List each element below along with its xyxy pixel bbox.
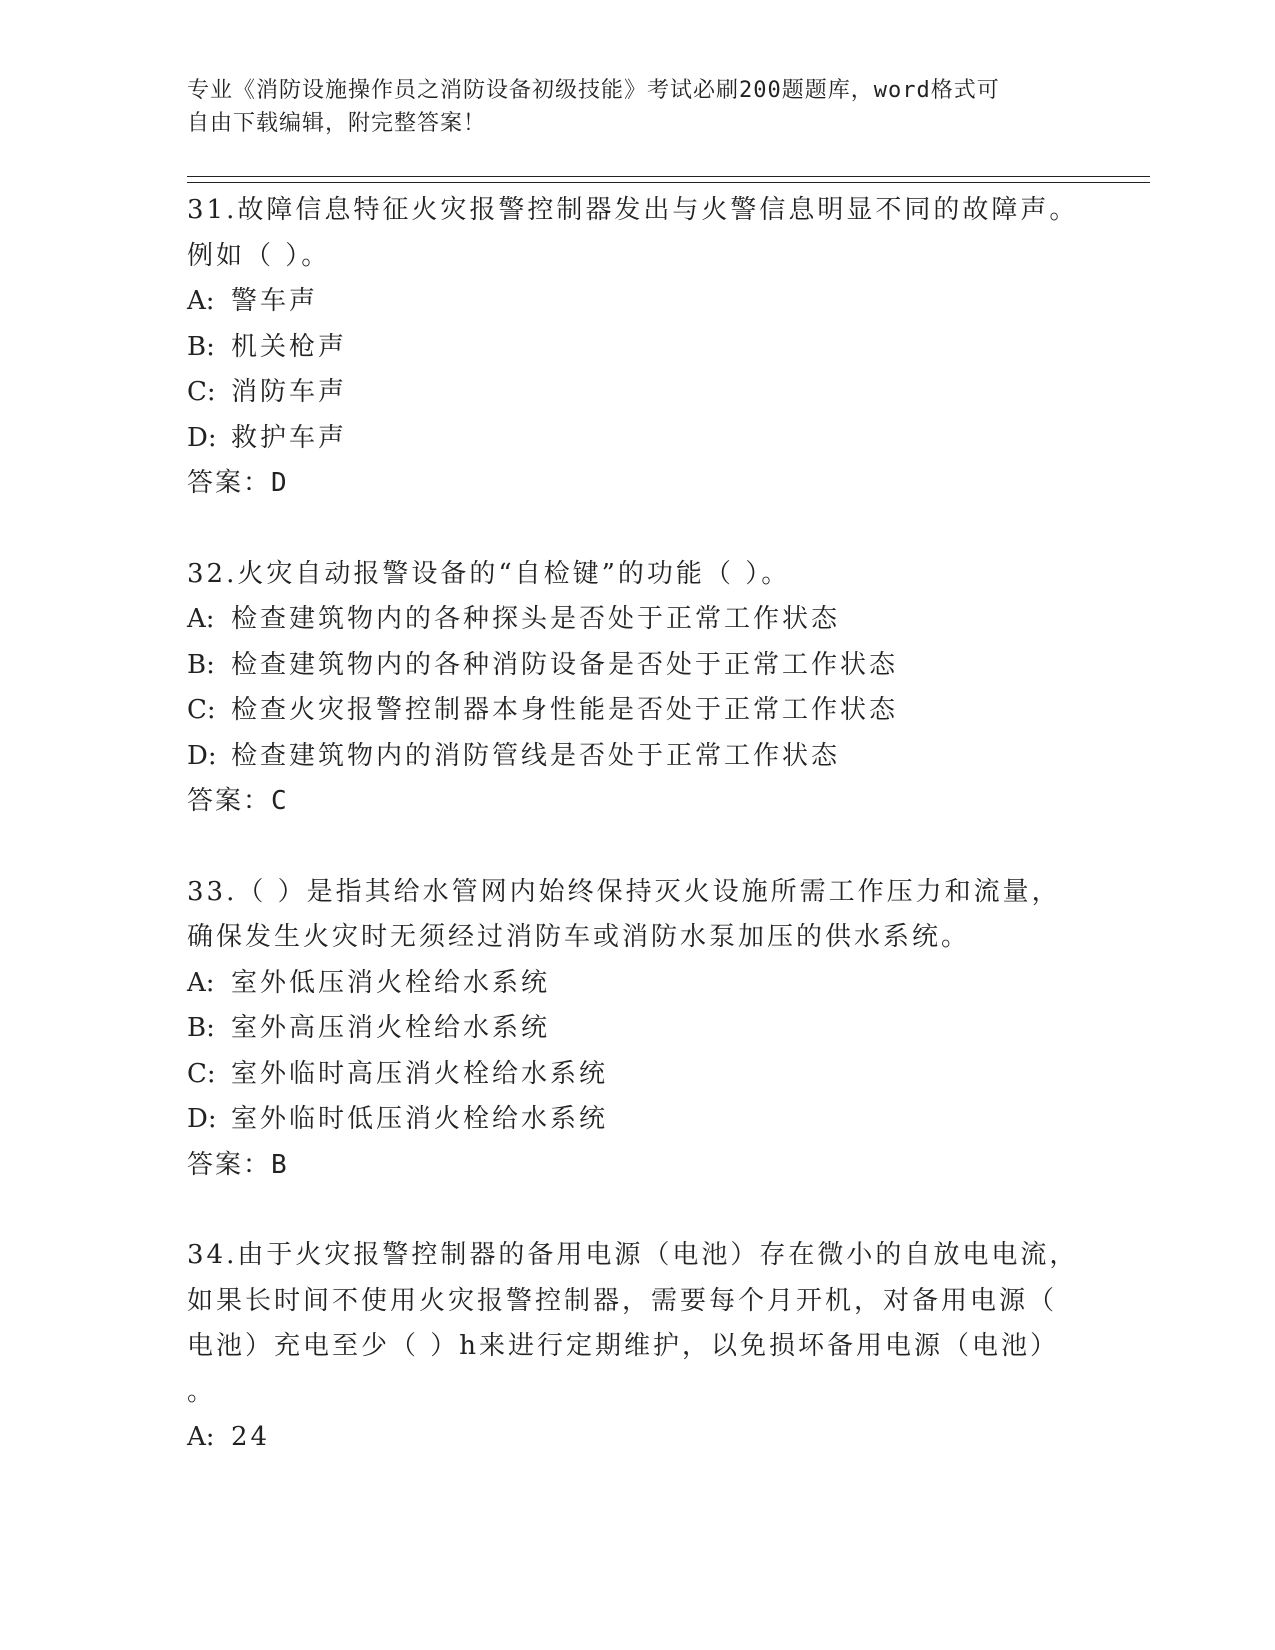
answer-value: C bbox=[271, 786, 287, 816]
document-header bbox=[187, 74, 1067, 140]
question-33 bbox=[187, 870, 1087, 1189]
question-32 bbox=[187, 552, 1087, 825]
option-text: 救护车声 bbox=[231, 422, 348, 453]
option-text: 室外临时低压消火栓给水系统 bbox=[231, 1104, 609, 1134]
option-letter: C: bbox=[187, 695, 216, 725]
question-line: 34.由于火灾报警控制器的备用电源（电池）存在微小的自放电电流， bbox=[187, 1240, 1079, 1270]
answer-line bbox=[187, 461, 1087, 507]
question-line: 电池）充电至少（ ）h来进行定期维护，以免损坏备用电源（电池） bbox=[187, 1331, 1060, 1361]
option-c bbox=[187, 1052, 1087, 1098]
option-a bbox=[187, 279, 1087, 325]
option-letter: D: bbox=[187, 740, 217, 771]
question-line: 33.（ ）是指其给水管网内始终保持灭火设施所需工作压力和流量， bbox=[187, 876, 1061, 907]
question-line: 31.故障信息特征火灾报警控制器发出与火警信息明显不同的故障声。 bbox=[187, 195, 1079, 225]
question-31 bbox=[187, 188, 1087, 507]
option-d bbox=[187, 734, 1087, 780]
option-letter: A: bbox=[187, 967, 215, 998]
option-letter: D: bbox=[187, 422, 217, 453]
option-d bbox=[187, 416, 1087, 462]
question-text bbox=[187, 552, 1087, 598]
header-divider-bottom bbox=[187, 182, 1150, 183]
option-letter: B: bbox=[187, 649, 215, 680]
option-letter: A: bbox=[187, 604, 215, 634]
option-letter: D: bbox=[187, 1104, 217, 1134]
header-line-1: 专业《消防设施操作员之消防设备初级技能》考试必刷200题题库，word格式可 bbox=[187, 78, 1000, 103]
answer-value: D bbox=[271, 468, 287, 498]
option-letter: C: bbox=[187, 1058, 216, 1089]
question-list bbox=[187, 188, 1087, 1506]
question-line: 32.火灾自动报警设备的“自检键”的功能（ ）。 bbox=[187, 558, 791, 589]
question-line: 。 bbox=[187, 1376, 217, 1407]
option-text: 检查建筑物内的各种消防设备是否处于正常工作状态 bbox=[231, 649, 899, 680]
question-34 bbox=[187, 1233, 1087, 1461]
question-line: 例如（ ）。 bbox=[187, 240, 331, 271]
option-text: 机关枪声 bbox=[231, 331, 348, 362]
option-text: 室外高压消火栓给水系统 bbox=[231, 1013, 551, 1043]
answer-label: 答案： bbox=[187, 786, 272, 816]
option-letter: B: bbox=[187, 331, 215, 362]
option-text: 室外临时高压消火栓给水系统 bbox=[231, 1058, 609, 1089]
option-text: 检查建筑物内的各种探头是否处于正常工作状态 bbox=[231, 604, 841, 634]
answer-value: B bbox=[271, 1149, 287, 1180]
answer-label: 答案： bbox=[187, 468, 272, 498]
question-line: 如果长时间不使用火灾报警控制器，需要每个月开机，对备用电源（ bbox=[187, 1285, 1058, 1316]
option-b bbox=[187, 643, 1087, 689]
option-letter: C: bbox=[187, 377, 216, 407]
answer-line bbox=[187, 1143, 1087, 1189]
answer-line bbox=[187, 779, 1087, 825]
question-text bbox=[187, 1233, 1087, 1415]
option-a bbox=[187, 597, 1087, 643]
option-text: 警车声 bbox=[231, 286, 319, 316]
option-c bbox=[187, 688, 1087, 734]
option-text: 检查火灾报警控制器本身性能是否处于正常工作状态 bbox=[231, 695, 899, 725]
option-text: 室外低压消火栓给水系统 bbox=[231, 967, 551, 998]
option-c bbox=[187, 370, 1087, 416]
option-letter: B: bbox=[187, 1013, 215, 1043]
question-line: 确保发生火灾时无须经过消防车或消防水泵加压的供水系统。 bbox=[187, 922, 971, 952]
option-letter: A: bbox=[187, 286, 215, 316]
option-text: 24 bbox=[231, 1422, 271, 1452]
answer-label: 答案： bbox=[187, 1149, 272, 1180]
header-line-2: 自由下载编辑，附完整答案！ bbox=[187, 111, 487, 136]
option-d bbox=[187, 1097, 1087, 1143]
option-b bbox=[187, 1006, 1087, 1052]
option-letter: A: bbox=[187, 1422, 215, 1452]
option-a bbox=[187, 961, 1087, 1007]
option-text: 消防车声 bbox=[231, 377, 348, 407]
header-divider-top bbox=[187, 176, 1150, 177]
question-text bbox=[187, 188, 1087, 279]
option-text: 检查建筑物内的消防管线是否处于正常工作状态 bbox=[231, 740, 841, 771]
option-a bbox=[187, 1415, 1087, 1461]
option-b bbox=[187, 325, 1087, 371]
question-text bbox=[187, 870, 1087, 961]
